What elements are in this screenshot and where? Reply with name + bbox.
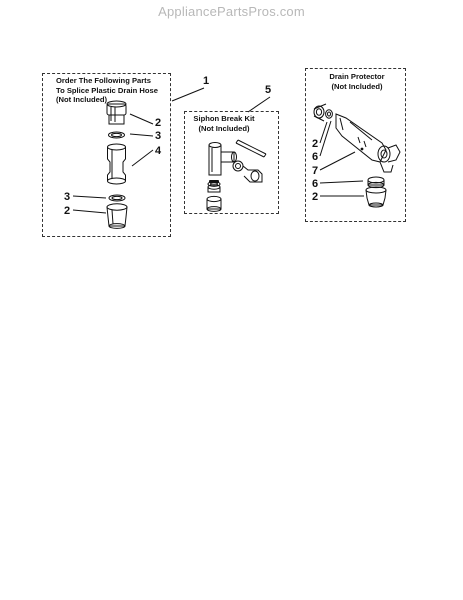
splice-title-line-1: Order The Following Parts [56,76,151,85]
watermark: AppliancePartsPros.com [158,4,305,19]
callout-splice-part-2: 3 [155,130,162,142]
drain-title-line-1: Drain Protector [329,72,385,81]
siphon-nut-fill [209,180,219,183]
splice-title-line-3: (Not Included) [56,95,108,104]
drain-clamp-bottom [368,177,384,188]
callout-splice-part-1: 2 [155,117,162,129]
drain-body-dot [361,148,364,151]
leader-line-splice-part-5 [73,210,106,213]
leader-line-splice-part-2 [130,134,153,136]
splice-connector-top [107,101,126,124]
callout-drain-part-2: 6 [312,151,319,163]
siphon-lower-cap [207,196,221,211]
leader-line-splice-panel [172,88,204,101]
leader-line-siphon-panel [248,97,270,112]
siphon-elbow-nut [233,161,262,182]
callout-drain-part-3: 7 [312,165,319,177]
splice-coupling-tube [108,144,126,184]
drain-connector-top [314,104,332,121]
leader-line-drain-part-3 [320,152,355,170]
siphon-tee-fitting [209,143,237,176]
siphon-title-line-1: Siphon Break Kit [193,114,255,123]
splice-title-line-2: To Splice Plastic Drain Hose [56,85,158,95]
callout-splice-part-5: 2 [64,205,71,217]
drain-connector-bottom [366,187,386,207]
callout-splice-part-4: 3 [64,191,71,203]
leader-line-splice-part-4 [73,196,106,198]
leader-line-splice-part-1 [130,114,153,124]
callout-drain-part-1: 2 [312,138,319,150]
siphon-small-rings [208,182,220,192]
siphon-tube [236,140,266,157]
callout-siphon-panel: 5 [265,84,272,96]
callout-drain-part-4: 6 [312,178,319,190]
splice-connector-bottom [107,204,127,229]
leader-line-drain-part-1 [320,122,327,143]
leader-line-splice-part-3 [132,150,153,166]
callout-splice-panel: 1 [203,75,210,87]
drain-title-line-2: (Not Included) [331,81,383,91]
leader-line-drain-part-4 [320,181,363,183]
drain-protector-body [336,114,400,172]
callout-drain-part-5: 2 [312,191,319,203]
callout-splice-part-3: 4 [155,145,162,157]
siphon-title-line-2: (Not Included) [198,123,250,133]
